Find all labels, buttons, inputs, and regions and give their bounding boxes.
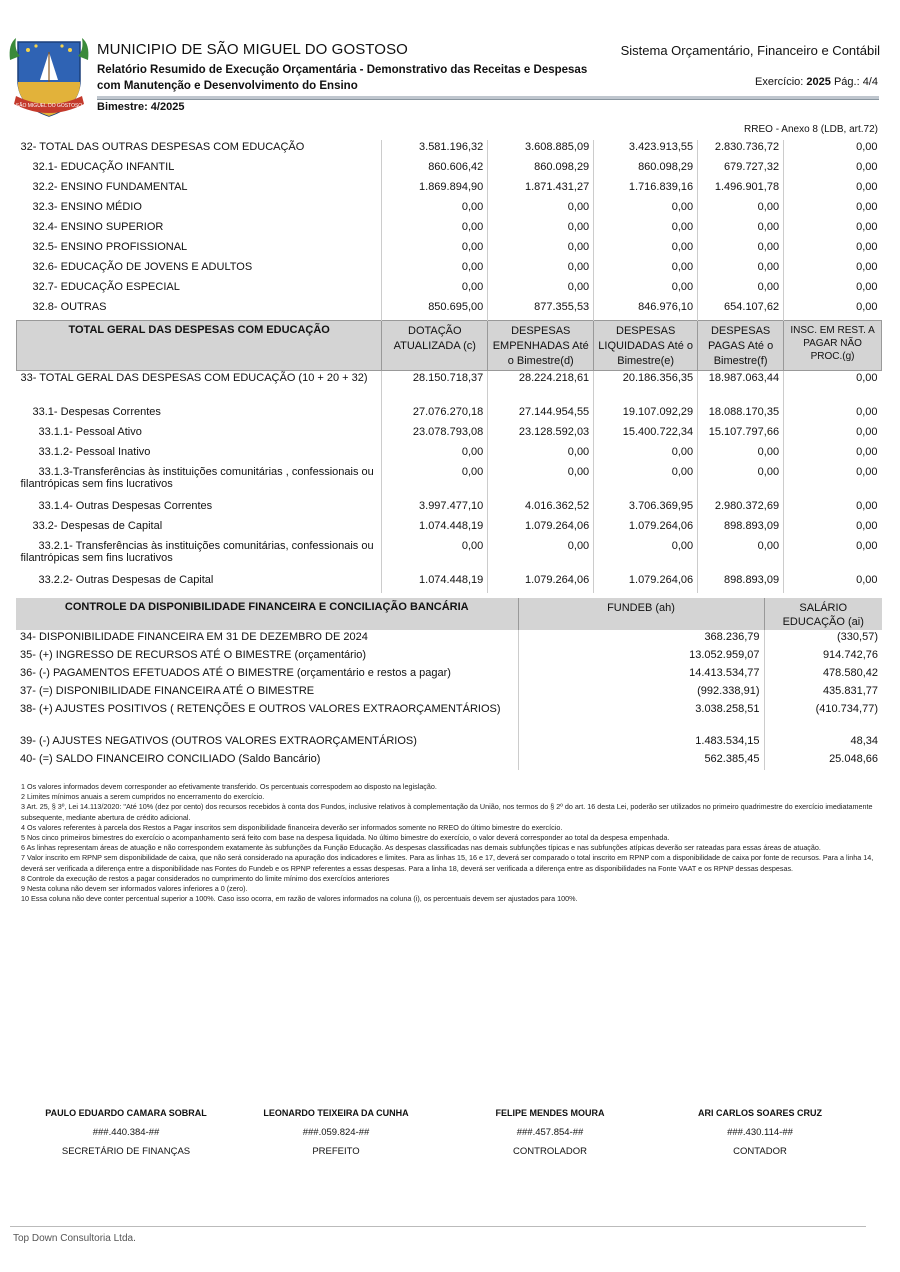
row-value: 435.831,77 [764, 684, 882, 702]
expenses-table [16, 140, 882, 593]
row-value: 1.079.264,06 [594, 573, 698, 593]
row-value: 0,00 [698, 240, 784, 260]
annex-reference: RREO - Anexo 8 (LDB, art.72) [744, 124, 878, 135]
col-liquidadas: DESPESAS LIQUIDADAS Até o Bimestre(e) [594, 321, 698, 371]
footnotes [21, 782, 881, 904]
row-value: 0,00 [784, 499, 882, 519]
row-value: (410.734,77) [764, 702, 882, 734]
row-value: 2.830.736,72 [698, 140, 784, 160]
row-value: 3.608.885,09 [488, 140, 594, 160]
expense-row [17, 260, 882, 280]
row-value: 15.107.797,66 [698, 425, 784, 445]
row-value: 1.496.901,78 [698, 180, 784, 200]
row-label: 39- (-) AJUSTES NEGATIVOS (OUTROS VALORES EXTRAORÇAMENTÁRIOS) [20, 735, 417, 747]
row-value: 0,00 [784, 260, 882, 280]
row-label: 33.1.2- Pessoal Inativo [38, 446, 151, 458]
row-label: 33.1.1- Pessoal Ativo [38, 426, 142, 438]
row-value: 3.706.369,95 [594, 499, 698, 519]
signature-role: CONTROLADOR [513, 1146, 587, 1157]
control-row [16, 648, 882, 666]
row-value: 3.581.196,32 [382, 140, 488, 160]
signature-role: SECRETÁRIO DE FINANÇAS [61, 1146, 191, 1157]
row-label: 33- TOTAL GERAL DAS DESPESAS COM EDUCAÇÃO (10 + 20 + 32) [20, 372, 368, 384]
row-value: 877.355,53 [488, 300, 594, 321]
municipality-name: MUNICIPIO DE SÃO MIGUEL DO GOSTOSO [97, 41, 408, 58]
footnote: 8 Controle da execução de restos a pagar considerados no cumprimento do limite mínimo dos exercícios anteriores [21, 873, 390, 883]
signature-role: PREFEITO [312, 1146, 360, 1157]
row-value: 28.224.218,61 [488, 371, 594, 406]
footnote: 4 Os valores referentes à parcela dos Restos a Pagar inscritos sem disponibilidade financeira deverão ser informados somente no RREO do último bimestre do exercício. [21, 822, 563, 832]
row-value: 0,00 [784, 405, 882, 425]
row-value: 0,00 [488, 539, 594, 573]
row-value: 0,00 [382, 240, 488, 260]
col-pagas: DESPESAS PAGAS Até o Bimestre(f) [698, 321, 784, 371]
financial-control-table [16, 598, 882, 770]
row-value: 3.997.477,10 [382, 499, 488, 519]
total-expense-row [17, 425, 882, 445]
row-label: 32.2- ENSINO FUNDAMENTAL [32, 181, 188, 193]
row-label: 40- (=) SALDO FINANCEIRO CONCILIADO (Saldo Bancário) [20, 753, 321, 765]
control-row [16, 702, 882, 734]
control-row [16, 684, 882, 702]
row-value: 15.400.722,34 [594, 425, 698, 445]
row-value: 846.976,10 [594, 300, 698, 321]
footnote: 6 As linhas representam áreas de atuação e não correspondem exatamente às subfunções da Função Educação. As despesas classificadas nas demais subfunções típicas e nas subfunções atípicas deverão ser rateadas para essas áreas de atuação. [21, 843, 821, 853]
control-row [16, 734, 882, 752]
row-value: 0,00 [382, 280, 488, 300]
col-restos: INSC. EM REST. A PAGAR NÃO PROC.(g) [784, 321, 882, 371]
row-label: 32- TOTAL DAS OUTRAS DESPESAS COM EDUCAÇÃO [20, 141, 305, 153]
row-value: 1.074.448,19 [382, 573, 488, 593]
control-row [16, 752, 882, 770]
footnote: 3 Art. 25, § 3º, Lei 14.113/2020: "Até 10% (dez por cento) dos recursos recebidos à conta dos Fundos, inclusive relativos à complementação da União, nos termos do § 2º do art. 16 desta Lei, poderão ser utilizados no primeiro quadrimestre do exercício imediatamente subsequente, mediante abertura de crédito adicional. [21, 802, 873, 822]
expense-row [17, 200, 882, 220]
row-value: 4.016.362,52 [488, 499, 594, 519]
row-value: 28.150.718,37 [382, 371, 488, 406]
row-label: 33.2.1- Transferências às instituições comunitárias, confessionais ou filantrópicas sem fins lucrativos [20, 540, 374, 564]
svg-text:SÃO MIGUEL DO GOSTOSO: SÃO MIGUEL DO GOSTOSO [15, 103, 83, 109]
row-value: 0,00 [784, 425, 882, 445]
row-label: 32.7- EDUCAÇÃO ESPECIAL [32, 281, 180, 293]
row-value: 0,00 [594, 445, 698, 465]
row-value: 0,00 [784, 371, 882, 406]
signature-doc: ###.430.114-## [727, 1127, 793, 1138]
row-label: 38- (+) AJUSTES POSITIVOS ( RETENÇÕES E OUTROS VALORES EXTRAORÇAMENTÁRIOS) [20, 703, 501, 715]
row-value: 0,00 [594, 200, 698, 220]
total-expense-row [17, 573, 882, 593]
row-label: 35- (+) INGRESSO DE RECURSOS ATÉ O BIMESTRE (orçamentário) [20, 649, 367, 661]
total-expense-row [17, 499, 882, 519]
control-row [16, 666, 882, 684]
row-value: 1.869.894,90 [382, 180, 488, 200]
signature-name: ARI CARLOS SOARES CRUZ [697, 1108, 822, 1118]
total-expense-row [17, 539, 882, 573]
row-value: 0,00 [488, 220, 594, 240]
signature-block [440, 1104, 660, 1161]
row-value: 0,00 [698, 260, 784, 280]
row-label: 37- (=) DISPONIBILIDADE FINANCEIRA ATÉ O BIMESTRE [20, 685, 315, 697]
municipal-coat-of-arms-icon [6, 30, 92, 120]
header-divider [97, 96, 879, 100]
row-value: 914.742,76 [764, 648, 882, 666]
row-value: 0,00 [594, 240, 698, 260]
signature-name: LEONARDO TEIXEIRA DA CUNHA [263, 1108, 409, 1118]
row-value: 0,00 [594, 280, 698, 300]
signature-doc: ###.457.854-## [516, 1127, 584, 1138]
control-row [16, 630, 882, 648]
row-value: 0,00 [784, 519, 882, 539]
row-value: 0,00 [698, 200, 784, 220]
system-name: Sistema Orçamentário, Financeiro e Contábil [620, 43, 880, 58]
row-value: (992.338,91) [518, 684, 764, 702]
row-value: 0,00 [698, 220, 784, 240]
row-value: 0,00 [784, 300, 882, 321]
row-value: 898.893,09 [698, 573, 784, 593]
row-value: 2.980.372,69 [698, 499, 784, 519]
control-header-row [16, 598, 882, 630]
row-value: 0,00 [698, 280, 784, 300]
col-empenhadas: DESPESAS EMPENHADAS Até o Bimestre(d) [488, 321, 594, 371]
row-value: 1.074.448,19 [382, 519, 488, 539]
row-value: 0,00 [488, 280, 594, 300]
footnote: 1 Os valores informados devem corresponder ao efetivamente transferido. Os percentuais correspodem ao disposto na legislação. [21, 782, 437, 791]
report-title: Relatório Resumido de Execução Orçamentária - Demonstrativo das Receitas e Despesas com Manutenção e Desenvolvimento do Ensino [97, 64, 588, 92]
total-header-title: TOTAL GERAL DAS DESPESAS COM EDUCAÇÃO [17, 321, 382, 371]
footnote: 7 Valor inscrito em RPNP sem disponibilidade de caixa, que não será considerado na apuração dos indicadores e limites. Para as linhas 15, 16 e 17, deverá ser comparado o total inscrito em RPNP com a disponibilidade de caixa por fonte de recursos. Para a linha 14, deverá ser verificada a diferença entre a disponibilidade nas Fontes do Fundeb e os RPNP referentes a essas despesas. Para a linha 18, deverá ser verificada a diferença entre as disponibilidades na Fonte VAAT e os RPNP dessas despesas. [21, 853, 874, 873]
row-value: 562.385,45 [518, 752, 764, 770]
expense-row [17, 220, 882, 240]
report-header [0, 0, 900, 135]
row-value: 0,00 [488, 445, 594, 465]
row-value: 898.893,09 [698, 519, 784, 539]
footnote: 10 Essa coluna não deve conter percentual superior a 100%. Caso isso ocorra, em razão de valores informados na coluna (i), os percentuais devem ser ajustados para 100%. [21, 894, 578, 904]
expense-row [17, 180, 882, 200]
row-value: 27.144.954,55 [488, 405, 594, 425]
row-value: 478.580,42 [764, 666, 882, 684]
row-value: 1.716.839,16 [594, 180, 698, 200]
row-value: 0,00 [784, 140, 882, 160]
row-label: 34- DISPONIBILIDADE FINANCEIRA EM 31 DE DEZEMBRO DE 2024 [20, 631, 368, 643]
signature-block [16, 1104, 236, 1161]
row-value: 0,00 [784, 220, 882, 240]
row-value: 1.871.431,27 [488, 180, 594, 200]
expense-row [17, 160, 882, 180]
footer-divider [10, 1226, 866, 1227]
row-label: 36- (-) PAGAMENTOS EFETUADOS ATÉ O BIMESTRE (orçamentário e restos a pagar) [20, 667, 451, 679]
row-value: 0,00 [784, 573, 882, 593]
total-expense-row [17, 405, 882, 425]
row-value: 1.483.534,15 [518, 734, 764, 752]
total-expense-row [17, 445, 882, 465]
control-header-title: CONTROLE DA DISPONIBILIDADE FINANCEIRA E CONCILIAÇÃO BANCÁRIA [16, 598, 518, 630]
row-value: 368.236,79 [518, 630, 764, 648]
row-value: 0,00 [488, 240, 594, 260]
row-value: 19.107.092,29 [594, 405, 698, 425]
row-value: 0,00 [784, 240, 882, 260]
row-value: 0,00 [382, 220, 488, 240]
expense-row [17, 280, 882, 300]
signature-name: FELIPE MENDES MOURA [495, 1108, 605, 1118]
signature-block [650, 1104, 870, 1161]
row-value: 0,00 [488, 260, 594, 280]
row-value: 0,00 [382, 539, 488, 573]
row-value: 1.079.264,06 [488, 519, 594, 539]
total-header-row [17, 321, 882, 371]
row-value: 0,00 [698, 465, 784, 499]
footnote: 5 Nos cinco primeiros bimestres do exercício o acompanhamento será feito com base na despesa liquidada. No último bimestre do exercício, o valor deverá corresponder ao total da despesa empenhada. [21, 833, 670, 843]
expense-row [17, 240, 882, 260]
row-label: 33.2- Despesas de Capital [32, 520, 163, 532]
row-value: 860.098,29 [594, 160, 698, 180]
signature-doc: ###.440.384-## [92, 1127, 160, 1138]
row-value: 23.078.793,08 [382, 425, 488, 445]
row-value: 0,00 [784, 180, 882, 200]
row-value: 18.088.170,35 [698, 405, 784, 425]
row-value: 18.987.063,44 [698, 371, 784, 406]
row-value: 0,00 [594, 260, 698, 280]
row-value: 23.128.592,03 [488, 425, 594, 445]
total-expense-row [17, 371, 882, 406]
row-value: 25.048,66 [764, 752, 882, 770]
expense-row [17, 140, 882, 160]
row-value: 0,00 [784, 200, 882, 220]
row-value: 0,00 [594, 220, 698, 240]
row-value: 0,00 [784, 445, 882, 465]
row-value: 0,00 [698, 539, 784, 573]
row-value: 850.695,00 [382, 300, 488, 321]
row-value: 0,00 [382, 465, 488, 499]
expense-row [17, 300, 882, 321]
row-value: 654.107,62 [698, 300, 784, 321]
row-value: 679.727,32 [698, 160, 784, 180]
row-value: 0,00 [784, 539, 882, 573]
row-value: 20.186.356,35 [594, 371, 698, 406]
row-value: 0,00 [488, 465, 594, 499]
row-label: 33.1.3-Transferências às instituições comunitárias , confessionais ou filantrópicas sem fins lucrativos [20, 466, 374, 490]
row-value: 0,00 [382, 260, 488, 280]
row-value: 0,00 [784, 280, 882, 300]
row-value: 48,34 [764, 734, 882, 752]
footnote: 2 Limites mínimos anuais a serem cumpridos no encerramento do exercício. [21, 792, 265, 802]
row-value: 0,00 [594, 465, 698, 499]
bimester-label: Bimestre: 4/2025 [97, 101, 185, 113]
signature-block [226, 1104, 446, 1161]
row-label: 32.8- OUTRAS [32, 301, 107, 313]
row-value: 3.423.913,55 [594, 140, 698, 160]
signature-role: CONTADOR [733, 1146, 787, 1157]
row-label: 33.1- Despesas Correntes [32, 406, 161, 418]
row-value: 0,00 [784, 465, 882, 499]
row-label: 32.6- EDUCAÇÃO DE JOVENS E ADULTOS [32, 261, 253, 273]
row-label: 33.1.4- Outras Despesas Correntes [38, 500, 213, 512]
row-value: 14.413.534,77 [518, 666, 764, 684]
row-value: 27.076.270,18 [382, 405, 488, 425]
row-value: 13.052.959,07 [518, 648, 764, 666]
row-value: 1.079.264,06 [488, 573, 594, 593]
row-label: 33.2.2- Outras Despesas de Capital [38, 574, 214, 586]
row-label: 32.5- ENSINO PROFISSIONAL [32, 241, 188, 253]
row-value: 0,00 [594, 539, 698, 573]
row-value: 3.038.258,51 [518, 702, 764, 734]
row-value: 1.079.264,06 [594, 519, 698, 539]
row-label: 32.3- ENSINO MÉDIO [32, 201, 142, 213]
col-fundeb: FUNDEB (ah) [518, 598, 764, 630]
row-value: 860.606,42 [382, 160, 488, 180]
row-value: 0,00 [382, 445, 488, 465]
exercise-and-page: Exercício: 2025 Pág.: 4/4 [755, 76, 878, 88]
total-expense-row [17, 519, 882, 539]
row-value: 0,00 [698, 445, 784, 465]
col-salario-educacao: SALÁRIO EDUCAÇÃO (ai) [764, 598, 882, 630]
signature-name: PAULO EDUARDO CAMARA SOBRAL [45, 1108, 207, 1118]
col-dotacao: DOTAÇÃO ATUALIZADA (c) [382, 321, 488, 371]
row-label: 32.4- ENSINO SUPERIOR [32, 221, 164, 233]
total-expense-row [17, 465, 882, 499]
row-value: (330,57) [764, 630, 882, 648]
footnote: 9 Nesta coluna não devem ser informados valores inferiores a 0 (zero). [21, 884, 248, 894]
signature-doc: ###.059.824-## [302, 1127, 370, 1138]
row-value: 0,00 [784, 160, 882, 180]
row-value: 860.098,29 [488, 160, 594, 180]
row-value: 0,00 [382, 200, 488, 220]
row-value: 0,00 [488, 200, 594, 220]
row-label: 32.1- EDUCAÇÃO INFANTIL [32, 161, 175, 173]
footer-text: Top Down Consultoria Ltda. [13, 1233, 136, 1244]
